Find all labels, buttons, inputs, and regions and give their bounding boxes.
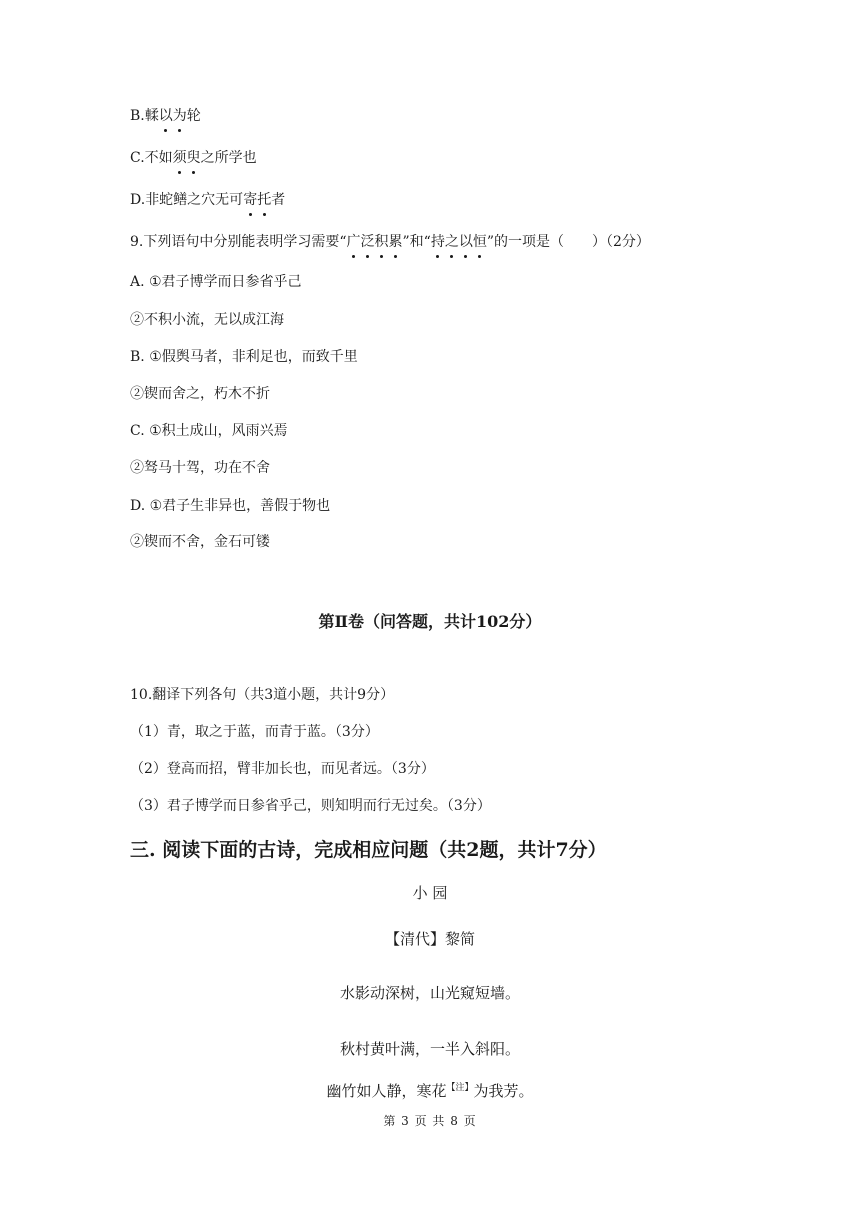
q8-option-line: [130, 190, 285, 210]
option-prefix: D.: [130, 192, 146, 208]
emphasized-char: 托: [257, 192, 272, 208]
text-run: 轮: [186, 108, 201, 124]
emphasized-char: 臾: [186, 150, 201, 166]
q9-option-line: ②不积小流，无以成江海: [130, 312, 284, 328]
text-run: 不如: [144, 150, 173, 166]
q8-option-line: [130, 148, 257, 168]
poem-line-part: 为我芳。: [473, 1082, 534, 1100]
q9-option-line: C. ①积土成山，风雨兴焉: [130, 423, 288, 439]
emphasized-char: 广: [346, 234, 361, 250]
emphasized-char: 积: [374, 234, 389, 250]
emphasized-char: 以: [458, 234, 473, 250]
q9-option-line: B. ①假舆马者，非利足也，而致千里: [130, 349, 358, 365]
poem-author: 【清代】黎简: [384, 930, 475, 948]
text-run: 輮: [144, 108, 159, 124]
question-10-title: 10.翻译下列各句（共3道小题，共计9分）: [130, 687, 395, 703]
poem-title: 小 园: [412, 884, 448, 902]
emphasized-char: 恒: [472, 234, 487, 250]
text-run: 之所学也: [200, 150, 257, 166]
emphasized-char: 寄: [243, 192, 258, 208]
q10-item: （1）青，取之于蓝，而青于蓝。（3分）: [130, 724, 379, 740]
text-run: 9.下列语句中分别能表明学习需要“: [130, 234, 347, 250]
q9-option-line: A. ①君子博学而日参省乎己: [130, 274, 302, 290]
text-run: ”和“: [402, 234, 431, 250]
section-2-title: 第Ⅱ卷（问答题，共计102分）: [318, 612, 542, 631]
poem-line: 秋村黄叶满，一半入斜阳。: [339, 1040, 520, 1058]
option-prefix: C.: [130, 150, 145, 166]
q10-item: （3）君子博学而日参省乎己，则知明而行无过矣。（3分）: [130, 798, 491, 814]
text-run: ”的一项是（ ）（2分）: [486, 234, 650, 250]
text-run: 非蛇鳝之穴无可: [145, 192, 244, 208]
annotation-marker: 【注】: [446, 1083, 474, 1093]
part-3-heading: 三. 阅读下面的古诗，完成相应问题（共2题，共计7分）: [130, 839, 607, 861]
page-footer: 第 3 页 共 8 页: [383, 1114, 477, 1128]
poem-line-part: 幽竹如人静，寒花: [326, 1082, 447, 1100]
emphasized-char: 之: [444, 234, 459, 250]
emphasized-char: 累: [388, 234, 403, 250]
emphasized-char: 持: [430, 234, 445, 250]
q9-option-line: D. ①君子生非异也，善假于物也: [130, 498, 331, 514]
emphasized-char: 以: [158, 108, 173, 124]
emphasized-char: 泛: [360, 234, 375, 250]
poem-line-with-note: [0, 1080, 860, 1101]
q9-option-line: ②锲而不舍，金石可镂: [130, 534, 270, 550]
emphasized-char: 为: [172, 108, 187, 124]
q9-option-line: ②锲而舍之，朽木不折: [130, 386, 270, 402]
text-run: 者: [271, 192, 286, 208]
poem-line: 水影动深树，山光窥短墙。: [339, 984, 520, 1002]
question-9-stem: [130, 232, 650, 252]
q8-option-line: [130, 106, 201, 126]
q10-item: （2）登高而招，臂非加长也，而见者远。（3分）: [130, 761, 435, 777]
option-prefix: B.: [130, 108, 145, 124]
q9-option-line: ②驽马十驾，功在不舍: [130, 460, 270, 476]
emphasized-char: 须: [172, 150, 187, 166]
